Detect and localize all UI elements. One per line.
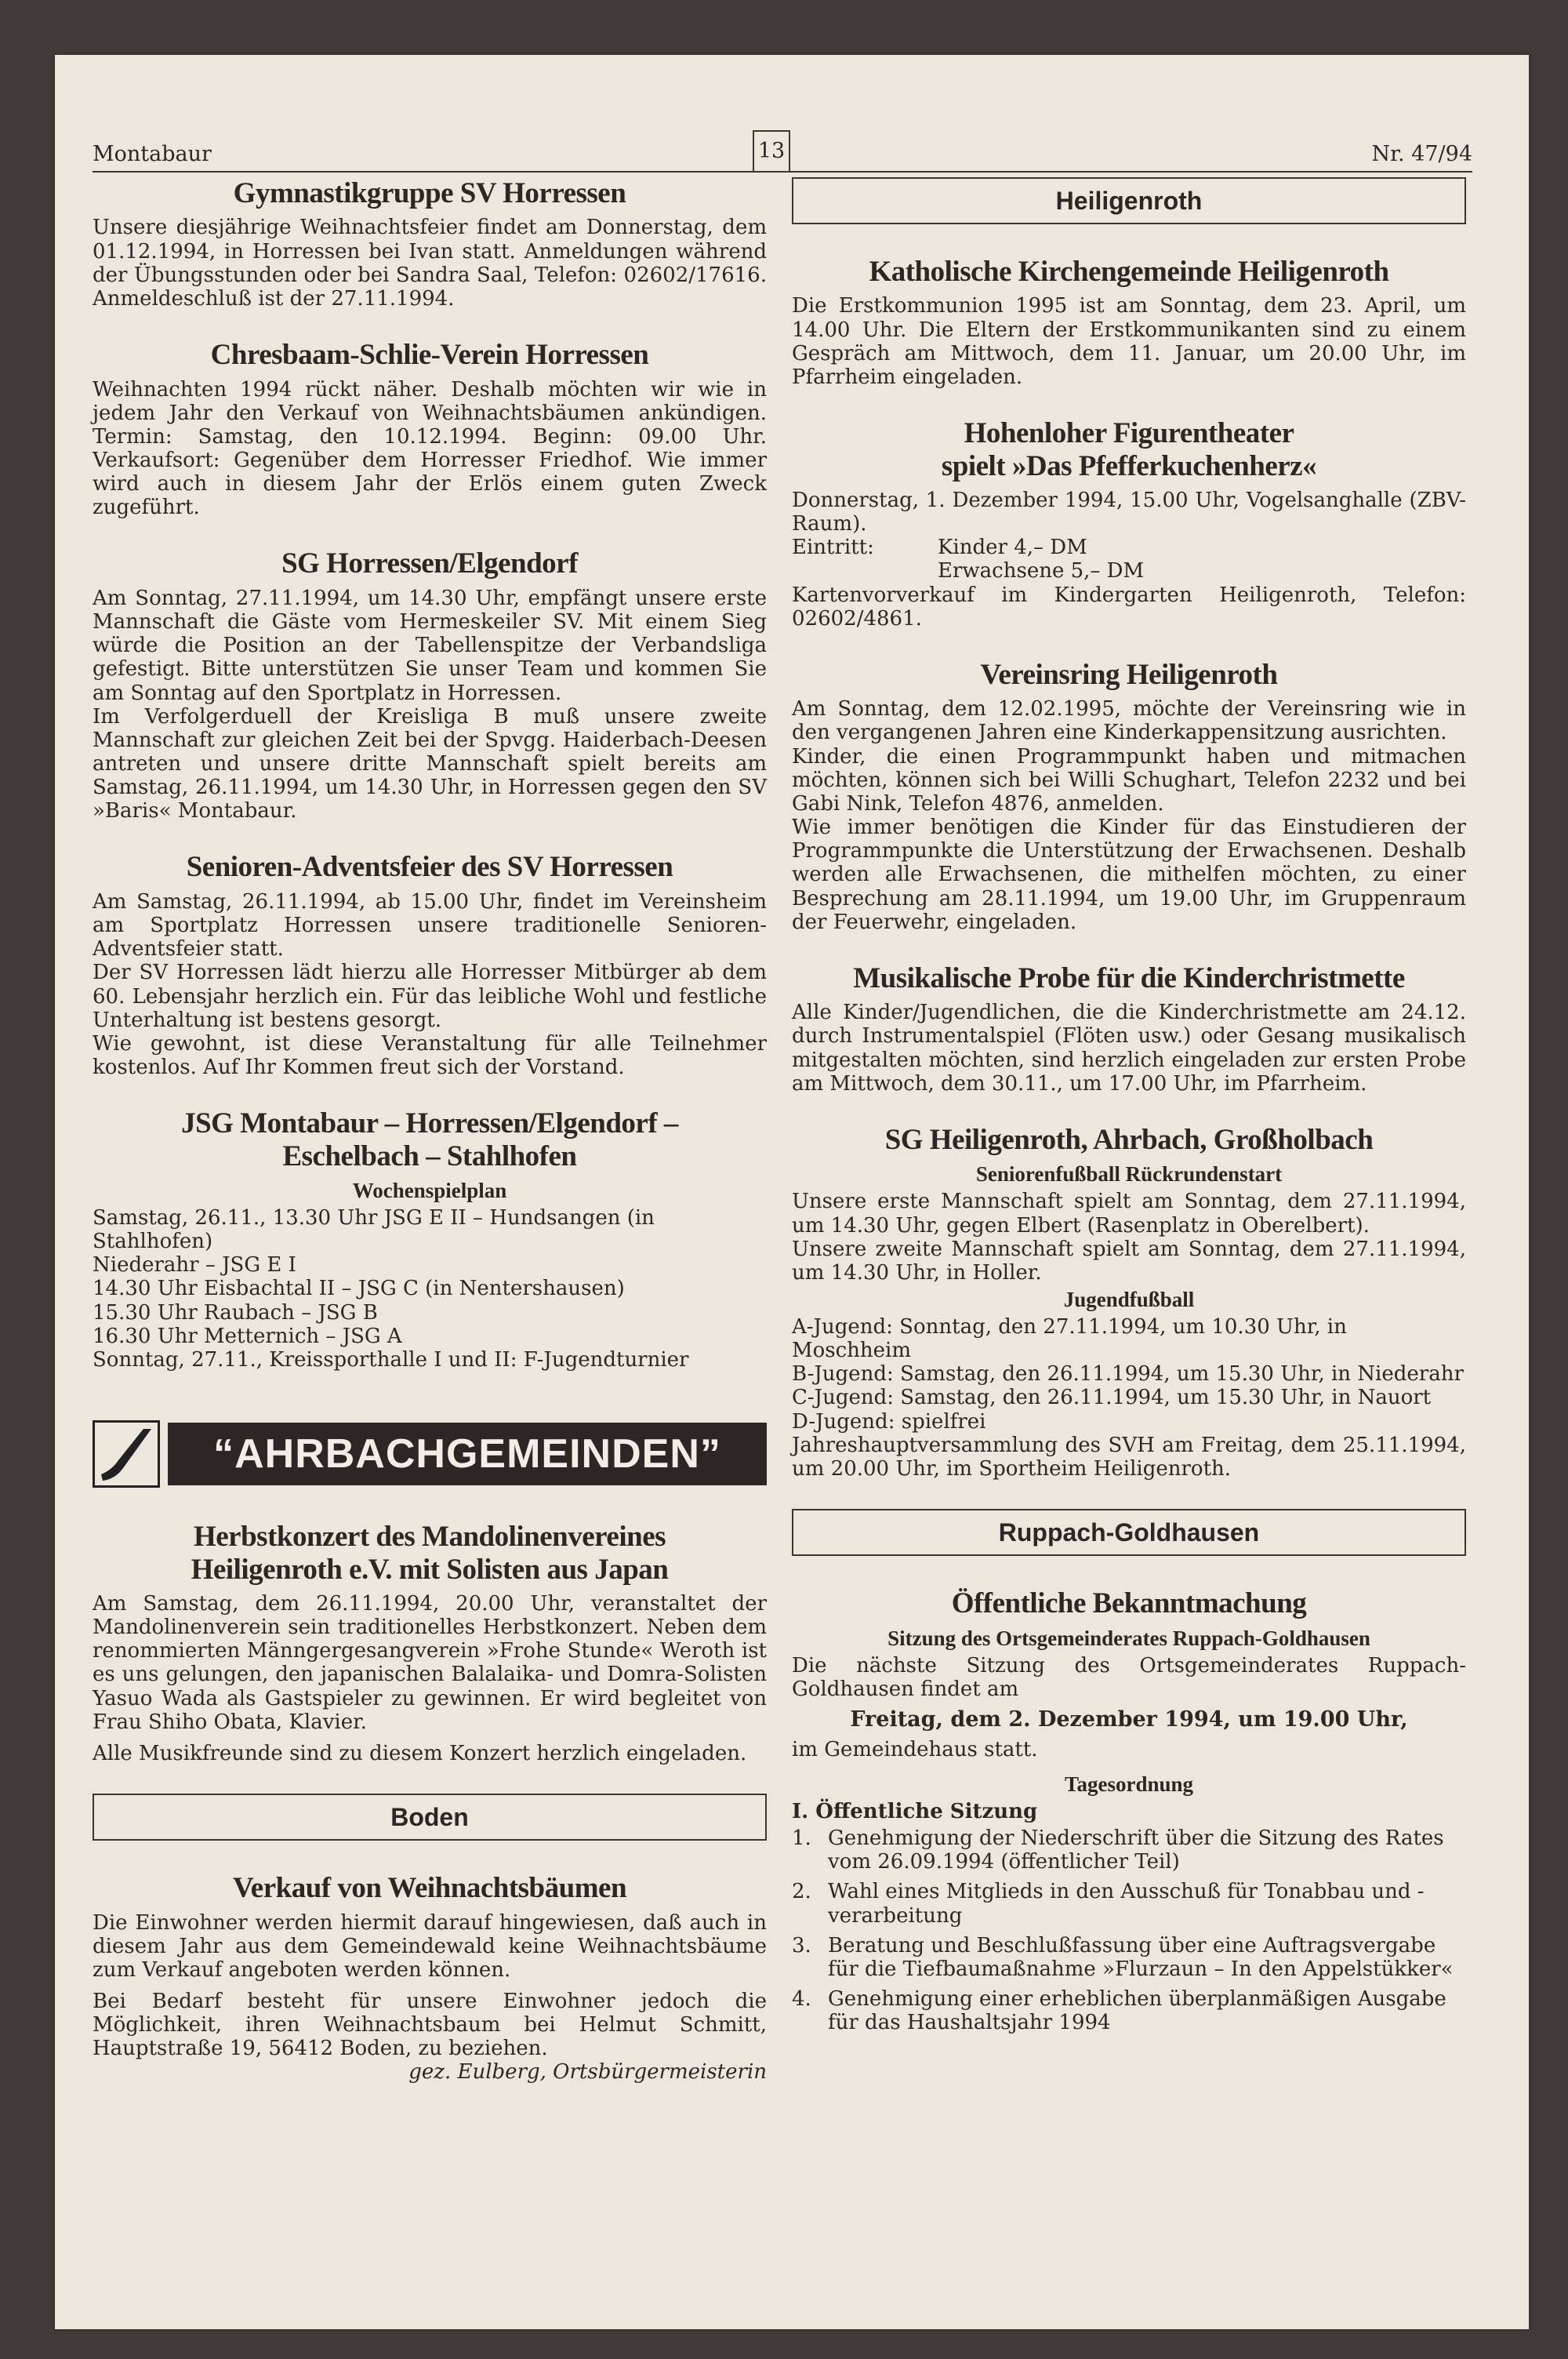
youth-line: B-Jugend: Samstag, den 26.11.1994, um 15.30 Uhr, in Niederahr (792, 1362, 1464, 1387)
section-banner (93, 1422, 767, 1486)
agenda-item-number: 4. (792, 1987, 811, 2012)
article-subhead: Sitzung des Ortsgemeinderates Ruppach-Goldhausen (887, 1626, 1370, 1650)
header-location: Montabaur (93, 142, 212, 166)
agenda-item-text: Beratung und Beschlußfassung über eine Auftragsvergabe für die Tiefbaumaßnahme »Flurzaun – In den Appelstükker« (828, 1933, 1454, 1981)
article-figurentheater (792, 417, 1466, 631)
article-text: Die Einwohner werden hiermit darauf hingewiesen, daß auch in diesem Jahr aus dem Gemeindewald keine Weihnachtsbäume zum Verkauf angeboten werden können. (93, 1910, 767, 1982)
article-title: Katholische Kirchengemeinde Heiligenroth (869, 256, 1389, 288)
article-vereinsring (792, 659, 1466, 934)
article-title: Hohenloher Figurentheater (964, 417, 1294, 450)
banner-title: “AHRBACHGEMEINDEN” (168, 1423, 767, 1485)
schedule-line: Samstag, 26.11., 13.30 Uhr JSG E II – Hundsangen (in Stahlhofen) (93, 1206, 655, 1254)
article-gymnastik (93, 177, 767, 311)
article-text: Die Erstkommunion 1995 ist am Sonntag, dem 23. April, um 14.00 Uhr. Die Eltern der Erstkommunikanten sind zu einem Gespräch am Mittwoch, dem 11. Januar, um 20.00 Uhr, im Pfarrheim eingeladen. (792, 294, 1466, 389)
page-header (93, 132, 1472, 173)
ahrbach-logo (93, 1420, 160, 1488)
article-text: Weihnachten 1994 rückt näher. Deshalb möchten wir wie in jedem Jahr den Verkauf von Weihnachtsbäumen ankündigen. Termin: Samstag, den 10.12.1994. Beginn: 09.00 Uhr. Verkaufsort: Gegenüber dem Horresser Friedhof. Wie immer wird auch in diesem Jahr der Erlös einem guten Zweck zugeführt. (93, 377, 767, 520)
article-subhead: Jugendfußball (1063, 1288, 1195, 1311)
agenda-item (792, 1880, 1466, 1927)
article-text: Am Sonntag, dem 12.02.1995, möchte der Vereinsring wie in den vergangenen Jahren eine Kinderkappensitzung ausrichten. (792, 697, 1466, 745)
article-subhead: Wochenspielplan (352, 1179, 507, 1202)
article-text: Donnerstag, 1. Dezember 1994, 15.00 Uhr, Vogelsanghalle (ZBV-Raum). (792, 488, 1466, 536)
article-herbstkonzert (93, 1521, 767, 1765)
article-text: Am Samstag, 26.11.1994, ab 15.00 Uhr, findet im Vereinsheim am Sportplatz Horressen unsere traditionelle Senioren-Adventsfeier statt. (93, 889, 767, 961)
agenda-heading: Tagesordnung (1064, 1772, 1194, 1796)
issue-number: Nr. 47/94 (1371, 142, 1472, 166)
section-box-boden: Boden (93, 1794, 767, 1841)
article-text: Unsere zweite Mannschaft spielt am Sonntag, dem 27.11.1994, um 14.30 Uhr, in Holler. (792, 1237, 1466, 1285)
agenda-item-number: 2. (792, 1880, 811, 1904)
article-text: Kinder, die einen Programmpunkt haben und mitmachen möchten, können sich bei Willi Schughart, Telefon 2232 und bei Gabi Nink, Telefon 4876, anmelden. (792, 744, 1466, 816)
article-title: Chresbaam-Schlie-Verein Horressen (210, 339, 649, 372)
article-text: Wie gewohnt, ist diese Veranstaltung für alle Teilnehmer kostenlos. Auf Ihr Kommen freut sich der Vorstand. (93, 1031, 767, 1079)
article-title: Heiligenroth e.V. mit Solisten aus Japan (191, 1553, 669, 1586)
agenda-item-number: 1. (792, 1826, 811, 1851)
article-title: Eschelbach – Stahlhofen (282, 1140, 577, 1172)
article-text: Unsere erste Mannschaft spielt am Sonntag, dem 27.11.1994, um 14.30 Uhr, gegen Elbert (Rasenplatz in Oberelbert). (792, 1190, 1466, 1238)
youth-line: C-Jugend: Samstag, den 26.11.1994, um 15.30 Uhr, in Nauort (792, 1386, 1432, 1410)
article-title: Senioren-Adventsfeier des SV Horressen (186, 851, 673, 884)
schedule-line: 14.30 Uhr Eisbachtal II – JSG C (in Nentershausen) (93, 1277, 625, 1301)
article-senioren (93, 851, 767, 1079)
agenda-item-text: Genehmigung einer erheblichen überplanmäßigen Ausgabe für das Haushaltsjahr 1994 (828, 1987, 1446, 2035)
article-text: Im Verfolgerduell der Kreisliga B muß unsere zweite Mannschaft zur gleichen Zeit bei der Spvgg. Haiderbach-Deesen antreten und unsere dritte Mannschaft spielt bereits am Samstag, 26.11.1994, um 14.30 Uhr, in Horressen gegen den SV »Baris« Montabaur. (93, 704, 767, 823)
article-text: Am Samstag, dem 26.11.1994, 20.00 Uhr, veranstaltet der Mandolinenverein sein traditionelles Herbstkonzert. Neben dem renommierten Männgergesangverein »Frohe Stunde« Weroth ist es uns gelungen, den japanischen Balalaika- und Domra-Solisten Yasuo Wada als Gastspieler zu gewinnen. Er wird begleitet von Frau Shiho Obata, Klavier. (93, 1591, 767, 1734)
meeting-date: Freitag, dem 2. Dezember 1994, um 19.00 Uhr, (850, 1707, 1408, 1732)
article-sg-heiligenroth (792, 1124, 1466, 1481)
logo-graphic (95, 1423, 158, 1485)
article-title: Herbstkonzert des Mandolinenvereines (193, 1521, 666, 1554)
agenda-list (792, 1826, 1466, 2034)
article-text: Unsere diesjährige Weihnachtsfeier findet am Donnerstag, dem 01.12.1994, in Horressen bei Ivan statt. Anmeldungen während der Übungsstunden oder bei Sandra Saal, Telefon: 02602/17616. Anmeldeschluß ist der 27.11.1994. (93, 216, 767, 311)
article-text: Jahreshauptversammlung des SVH am Freitag, dem 25.11.1994, um 20.00 Uhr, im Sportheim Heiligenroth. (792, 1433, 1466, 1481)
article-bekanntmachung (792, 1587, 1466, 2034)
article-title: Vereinsring Heiligenroth (980, 658, 1278, 691)
article-text: Wie immer benötigen die Kinder für das Einstudieren der Programmpunkte die Unterstützung der Erwachsenen. Deshalb werden alle Erwachsenen, die mithelfen möchten, zu einer Besprechung am 28.11.1994, um 19.00 Uhr, im Gruppenraum der Feuerwehr, eingeladen. (792, 816, 1466, 934)
article-kinderchristmette (792, 962, 1466, 1096)
page-number: 13 (753, 130, 790, 173)
article-text: Die nächste Sitzung des Ortsgemeinderates Ruppach-Goldhausen findet am (792, 1653, 1466, 1701)
left-column (93, 177, 767, 2113)
article-text: im Gemeindehaus statt. (792, 1737, 1038, 1761)
agenda-item-text: Wahl eines Mitglieds in den Ausschuß für Tonabbau und -verarbeitung (828, 1880, 1425, 1928)
article-text: Bei Bedarf besteht für unsere Einwohner jedoch die Möglichkeit, ihren Weihnachtsbaum bei Helmut Schmitt, Hauptstraße 19, 56412 Boden, zu beziehen. (93, 1989, 767, 2061)
admission-price: Kinder 4,– DM (938, 536, 1087, 560)
article-subhead: Seniorenfußball Rückrundenstart (975, 1162, 1283, 1187)
article-kirchengemeinde (792, 256, 1466, 389)
article-sg-horressen (93, 547, 767, 823)
youth-line: A-Jugend: Sonntag, den 27.11.1994, um 10.30 Uhr, in Moschheim (792, 1315, 1347, 1363)
schedule-line: Sonntag, 27.11., Kreissporthalle I und II: F-Jugendturnier (93, 1347, 689, 1372)
admission-label: Eintritt: (792, 536, 874, 560)
article-chresbaam (93, 339, 767, 519)
article-jsg (93, 1107, 767, 1372)
article-title: Öffentliche Bekanntmachung (951, 1587, 1307, 1620)
agenda-item-number: 3. (792, 1933, 811, 1957)
schedule-line: 15.30 Uhr Raubach – JSG B (93, 1300, 378, 1325)
schedule-line: Niederahr – JSG E I (93, 1253, 296, 1278)
agenda-item (792, 1934, 1466, 1981)
youth-line: D-Jugend: spielfrei (792, 1409, 986, 1434)
agenda-section: I. Öffentliche Sitzung (792, 1800, 1038, 1823)
article-title: Musikalische Probe für die Kinderchristmette (853, 961, 1405, 994)
right-column (792, 177, 1466, 2063)
article-title: SG Horressen/Elgendorf (281, 547, 578, 580)
schedule-line: 16.30 Uhr Metternich – JSG A (93, 1324, 402, 1348)
article-title: Gymnastikgruppe SV Horressen (233, 177, 626, 209)
article-text: Alle Kinder/Jugendlichen, die die Kinderchristmette am 24.12. durch Instrumentalspiel (Flöten usw.) oder Gesang musikalisch mitgestalten möchten, sind herzlich eingeladen zur ersten Probe am Mittwoch, dem 30.11., um 17.00 Uhr, im Pfarrheim. (792, 1001, 1466, 1096)
article-text: Der SV Horressen lädt hierzu alle Horresser Mitbürger ab dem 60. Lebensjahr herzlich ein. Für das leibliche Wohl und festliche Unterhaltung ist bestens gesorgt. (93, 961, 767, 1032)
article-title: SG Heiligenroth, Ahrbach, Großholbach (884, 1123, 1374, 1156)
agenda-item (792, 1826, 1466, 1874)
article-text: Am Sonntag, 27.11.1994, um 14.30 Uhr, empfängt unsere erste Mannschaft die Gäste vom Hermeskeiler SV. Mit einem Sieg würde die Position an der Tabellenspitze der Verbandsliga gefestigt. Bitte unterstützen Sie unser Team und kommen Sie am Sonntag auf den Sportplatz in Horressen. (93, 586, 767, 705)
article-text: Alle Musikfreunde sind zu diesem Konzert herzlich eingeladen. (93, 1741, 747, 1765)
article-text: Kartenvorverkauf im Kindergarten Heiligenroth, Telefon: 02602/4861. (792, 583, 1466, 631)
article-title: JSG Montabaur – Horressen/Elgendorf – (181, 1107, 678, 1140)
article-title: Verkauf von Weihnachtsbäumen (232, 1872, 627, 1905)
agenda-item (792, 1987, 1466, 2034)
section-box-ruppach: Ruppach-Goldhausen (792, 1509, 1466, 1556)
agenda-item-text: Genehmigung der Niederschrift über die Sitzung des Rates vom 26.09.1994 (öffentlicher Teil) (828, 1826, 1444, 1874)
signature: gez. Eulberg, Ortsbürgermeisterin (408, 2060, 767, 2085)
article-weihnachtsbaeume (93, 1872, 767, 2085)
admission-row (792, 536, 1466, 559)
article-title: spielt »Das Pfefferkuchenherz« (941, 449, 1317, 482)
admission-price: Erwachsene 5,– DM (938, 559, 1145, 583)
section-box-heiligenroth: Heiligenroth (792, 177, 1466, 224)
